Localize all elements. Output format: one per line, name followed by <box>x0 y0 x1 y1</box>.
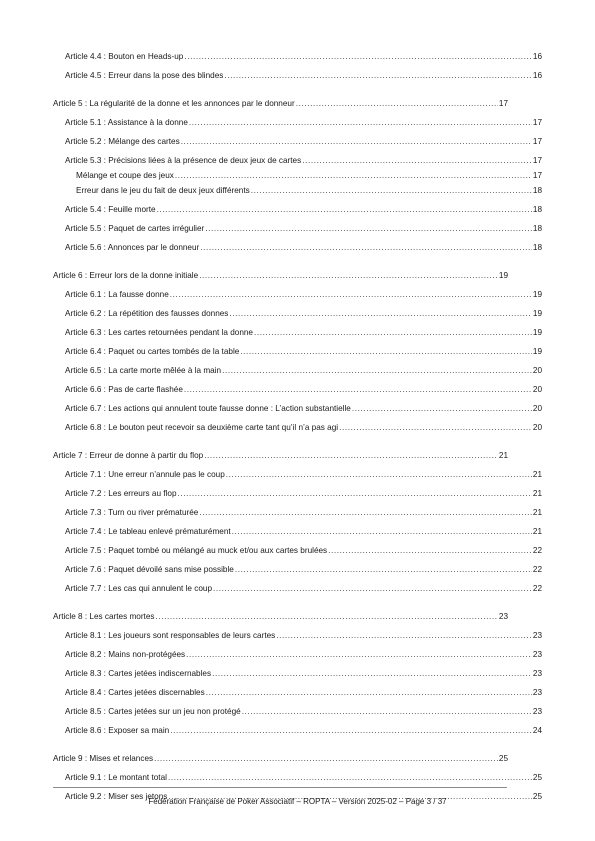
dot-leader <box>328 546 532 556</box>
dot-leader <box>184 385 532 395</box>
toc-entry-title: Article 7.3 : Turn ou river prématurée <box>65 508 199 517</box>
toc-entry-title: Article 7.7 : Les cas qui annulent le coup <box>65 584 213 593</box>
dot-leader <box>212 669 532 679</box>
toc-entry-page-number: 19 <box>532 290 542 299</box>
toc-subarticle[interactable] <box>0 71 542 81</box>
toc-entry-title: Article 5.3 : Précisions liées à la présence de deux jeux de cartes <box>65 156 302 165</box>
dot-leader <box>175 171 532 181</box>
dot-leader <box>222 366 532 376</box>
toc-entry-page-number: 21 <box>532 527 542 536</box>
toc-subarticle[interactable] <box>0 404 542 414</box>
dot-leader <box>200 243 532 253</box>
toc-entry-page-number: 20 <box>532 404 542 413</box>
dot-leader <box>276 631 532 641</box>
toc-subarticle[interactable] <box>0 565 542 575</box>
toc-subarticle[interactable] <box>0 584 542 594</box>
toc-entry-title: Article 7.2 : Les erreurs au flop <box>65 489 177 498</box>
dot-leader <box>186 650 532 660</box>
toc-entry-title: Article 6.7 : Les actions qui annulent toute fausse donne : L’action substantielle <box>65 404 351 413</box>
toc-entry-title: Article 4.5 : Erreur dans la pose des blindes <box>65 71 224 80</box>
dot-leader <box>296 99 498 109</box>
toc-subarticle[interactable] <box>0 489 542 499</box>
dot-leader <box>302 156 532 166</box>
dot-leader <box>168 773 532 783</box>
dot-leader <box>213 584 532 594</box>
toc-entry-title: Article 8 : Les cartes mortes <box>53 612 155 621</box>
toc-subarticle[interactable] <box>0 650 542 660</box>
toc-entry-title: Article 5.4 : Feuille morte <box>65 205 156 214</box>
toc-entry-title: Article 6.3 : Les cartes retournées pendant la donne <box>65 328 253 337</box>
dot-leader <box>181 137 532 147</box>
toc-entry-page-number: 21 <box>498 451 508 460</box>
dot-leader <box>226 470 532 480</box>
toc-subarticle[interactable] <box>0 688 542 698</box>
toc-entry-page-number: 24 <box>532 726 542 735</box>
dot-leader <box>232 527 532 537</box>
toc-subarticle[interactable] <box>0 385 542 395</box>
toc-entry-page-number: 22 <box>532 584 542 593</box>
footer-divider <box>53 787 507 788</box>
toc-subarticle[interactable] <box>0 137 542 147</box>
toc-entry-page-number: 17 <box>532 137 542 146</box>
toc-entry-page-number: 19 <box>498 271 508 280</box>
toc-entry-title: Article 7.5 : Paquet tombé ou mélangé au muck et/ou aux cartes brulées <box>65 546 328 555</box>
dot-leader <box>205 224 532 234</box>
toc-entry-title: Article 5.5 : Paquet de cartes irrégulier <box>65 224 205 233</box>
toc-entry-page-number: 23 <box>532 669 542 678</box>
toc-entry-page-number: 18 <box>532 224 542 233</box>
toc-entry-page-number: 18 <box>532 243 542 252</box>
toc-entry-title: Article 8.5 : Cartes jetées sur un jeu non protégé <box>65 707 241 716</box>
toc-entry-title: Article 8.1 : Les joueurs sont responsables de leurs cartes <box>65 631 276 640</box>
dot-leader <box>170 290 532 300</box>
dot-leader <box>240 347 532 357</box>
toc-subarticle[interactable] <box>0 423 542 433</box>
toc-subarticle[interactable] <box>0 290 542 300</box>
toc-entry-page-number: 22 <box>532 565 542 574</box>
toc-entry-page-number: 19 <box>532 328 542 337</box>
dot-leader <box>154 754 498 764</box>
toc-entry-title: Article 7.4 : Le tableau enlevé prématurément <box>65 527 231 536</box>
dot-leader <box>199 271 498 281</box>
toc-subarticle[interactable] <box>0 118 542 128</box>
toc-subarticle[interactable] <box>0 508 542 518</box>
toc-subarticle[interactable] <box>0 243 542 253</box>
toc-article[interactable] <box>0 451 508 461</box>
toc-entry-title: Article 6 : Erreur lors de la donne initiale <box>53 271 199 280</box>
toc-subarticle[interactable] <box>0 328 542 338</box>
toc-entry-title: Article 5.2 : Mélange des cartes <box>65 137 180 146</box>
toc-subarticle[interactable] <box>0 52 542 62</box>
toc-entry-page-number: 19 <box>532 347 542 356</box>
toc-subarticle[interactable] <box>0 470 542 480</box>
toc-entry-page-number: 21 <box>532 470 542 479</box>
toc-entry-title: Article 8.6 : Exposer sa main <box>65 726 170 735</box>
toc-entry-title: Article 5.1 : Assistance à la donne <box>65 118 188 127</box>
toc-entry-page-number: 17 <box>532 171 542 180</box>
dot-leader <box>155 612 497 622</box>
toc-subsection[interactable] <box>0 171 542 181</box>
toc-entry-page-number: 21 <box>532 489 542 498</box>
toc-entry-page-number: 25 <box>532 792 542 801</box>
toc-entry-page-number: 17 <box>498 99 508 108</box>
toc-entry-title: Article 8.3 : Cartes jetées indiscernables <box>65 669 212 678</box>
toc-entry-page-number: 21 <box>532 508 542 517</box>
dot-leader <box>242 707 532 717</box>
toc-subarticle[interactable] <box>0 773 542 783</box>
dot-leader <box>170 726 532 736</box>
toc-subarticle[interactable] <box>0 205 542 215</box>
toc-entry-title: Article 5 : La régularité de la donne et les annonces par le donneur <box>53 99 295 108</box>
table-of-contents <box>0 52 595 802</box>
toc-entry-title: Article 6.5 : La carte morte mêlée à la main <box>65 366 222 375</box>
dot-leader <box>229 309 531 319</box>
toc-subarticle[interactable] <box>0 631 542 641</box>
dot-leader <box>235 565 532 575</box>
toc-entry-page-number: 23 <box>532 650 542 659</box>
toc-entry-title: Article 6.6 : Pas de carte flashée <box>65 385 183 394</box>
toc-entry-title: Article 6.8 : Le bouton peut recevoir sa deuxième carte tant qu’il n’a pas agi <box>65 423 339 432</box>
dot-leader <box>184 52 532 62</box>
dot-leader <box>254 328 532 338</box>
dot-leader <box>251 186 532 196</box>
toc-entry-page-number: 20 <box>532 385 542 394</box>
toc-entry-title: Article 8.4 : Cartes jetées discernables <box>65 688 205 697</box>
toc-entry-title: Article 7.1 : Une erreur n’annule pas le coup <box>65 470 225 479</box>
toc-article[interactable] <box>0 612 508 622</box>
toc-entry-page-number: 23 <box>532 707 542 716</box>
toc-entry-title: Article 7 : Erreur de donne à partir du flop <box>53 451 204 460</box>
toc-entry-title: Article 6.1 : La fausse donne <box>65 290 169 299</box>
toc-subarticle[interactable] <box>0 309 542 319</box>
toc-subarticle[interactable] <box>0 366 542 376</box>
toc-entry-title: Article 5.6 : Annonces par le donneur <box>65 243 200 252</box>
dot-leader <box>206 688 532 698</box>
toc-entry-title: Article 9.1 : Le montant total <box>65 773 167 782</box>
page-footer: Fédération Française de Poker Associatif – ROPTA – Version 2025-02 – Page 3 / 37 <box>148 797 447 806</box>
toc-entry-page-number: 16 <box>532 71 542 80</box>
dot-leader <box>352 404 532 414</box>
toc-entry-page-number: 16 <box>532 52 542 61</box>
dot-leader <box>224 71 532 81</box>
dot-leader <box>157 205 532 215</box>
dot-leader <box>189 118 532 128</box>
toc-subarticle[interactable] <box>0 669 542 679</box>
toc-entry-title: Erreur dans le jeu du fait de deux jeux différents <box>76 186 250 195</box>
toc-entry-title: Mélange et coupe des jeux <box>76 171 174 180</box>
toc-entry-title: Article 6.2 : La répétition des fausses donnes <box>65 309 229 318</box>
toc-entry-page-number: 22 <box>532 546 542 555</box>
dot-leader <box>339 423 532 433</box>
toc-entry-page-number: 20 <box>532 366 542 375</box>
toc-entry-page-number: 18 <box>532 205 542 214</box>
toc-entry-page-number: 20 <box>532 423 542 432</box>
toc-subarticle[interactable] <box>0 527 542 537</box>
toc-entry-title: Article 6.4 : Paquet ou cartes tombés de la table <box>65 347 240 356</box>
toc-article[interactable] <box>0 271 508 281</box>
toc-entry-page-number: 23 <box>498 612 508 621</box>
toc-subsection[interactable] <box>0 186 542 196</box>
toc-subarticle[interactable] <box>0 707 542 717</box>
toc-subarticle[interactable] <box>0 347 542 357</box>
toc-article[interactable] <box>0 754 508 764</box>
dot-leader <box>199 508 532 518</box>
toc-entry-page-number: 17 <box>532 156 542 165</box>
toc-entry-page-number: 25 <box>532 773 542 782</box>
toc-subarticle[interactable] <box>0 726 542 736</box>
toc-entry-page-number: 17 <box>532 118 542 127</box>
toc-entry-page-number: 19 <box>532 309 542 318</box>
toc-entry-title: Article 8.2 : Mains non-protégées <box>65 650 186 659</box>
dot-leader <box>178 489 532 499</box>
toc-entry-page-number: 23 <box>532 688 542 697</box>
toc-subarticle[interactable] <box>0 546 542 556</box>
toc-entry-page-number: 18 <box>532 186 542 195</box>
toc-entry-page-number: 25 <box>498 754 508 763</box>
toc-subarticle[interactable] <box>0 156 542 166</box>
toc-entry-title: Article 4.4 : Bouton en Heads-up <box>65 52 184 61</box>
dot-leader <box>204 451 498 461</box>
toc-entry-title: Article 9 : Mises et relances <box>53 754 154 763</box>
toc-entry-title: Article 7.6 : Paquet dévoilé sans mise possible <box>65 565 234 574</box>
toc-entry-page-number: 23 <box>532 631 542 640</box>
toc-subarticle[interactable] <box>0 224 542 234</box>
toc-entry-title: Article 9.2 : Miser ses jetons <box>65 792 168 801</box>
toc-article[interactable] <box>0 99 508 109</box>
